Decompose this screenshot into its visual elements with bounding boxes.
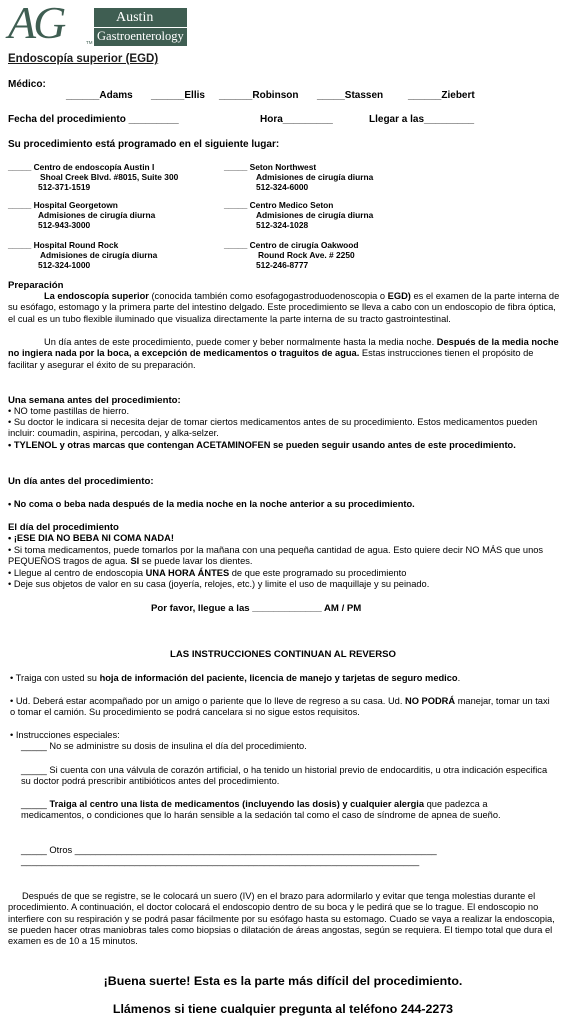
hoja-informacion: hoja de información del paciente, licencia de manejo y tarjetas de seguro medico [99, 673, 458, 683]
doctor-stassen: _____Stassen [317, 90, 384, 101]
location-name: _____ Centro Medico Seton [224, 200, 334, 210]
location-address: Admisiones de cirugía diurna [38, 210, 156, 220]
fecha-field: Fecha del procedimiento _________ [8, 114, 179, 125]
location-phone: 512-943-3000 [38, 220, 91, 230]
location-address: Shoal Creek Blvd. #8015, Suite 300 [40, 172, 179, 182]
reverso-bullet-acompanado [10, 696, 554, 719]
text: es el examen de la parte interna de su esófago, estomago y la primera parte del intestino delgado. Este procedimiento se lleva a cabo con un endoscopio de fibra óptica, el cual es un tubo flexible iluminado que visualiza directamente la parte interna de su tracto gastrointestinal. [8, 291, 560, 324]
location-georgetown [8, 200, 155, 230]
text: (conocida también como esofagogastroduodenoscopia o [148, 291, 388, 301]
preparacion-paragraph-1 [8, 291, 560, 325]
hora-field: Hora_________ [260, 114, 333, 125]
location-name: _____ Hospital Round Rock [8, 240, 119, 250]
location-oakwood [224, 240, 359, 270]
semana-heading: Una semana antes del procedimiento: [8, 395, 181, 406]
media-noche-warning: Después de la media noche no ingiera nada por la boca, a excepción de medicamentos o traguitos de agua. [8, 337, 559, 359]
el-dia-bullet-no-beba: • ¡ESE DIA NO BEBA NI COMA NADA! [8, 533, 174, 543]
text: manejar, tomar un taxi o tomar el camión. Su procedimiento se podrá cancelara si no sigue estos requisitos. [10, 696, 550, 718]
location-seton-northwest [224, 162, 373, 192]
location-name: _____ Hospital Georgetown [8, 200, 118, 210]
el-dia-bullet-medicamentos [8, 545, 560, 568]
logo-trademark: TM [86, 40, 93, 45]
logo-ag-letters: AG [8, 0, 64, 48]
doctor-ellis: ______Ellis [151, 90, 205, 101]
text: • Llegue al centro de endoscopia [8, 568, 146, 578]
location-name: _____ Centro de endoscopía Austin I [8, 162, 155, 172]
page-title: Endoscopía superior (EGD) [8, 53, 159, 65]
text: Estas instrucciones tienen el propósito de facilitar y asegurar el éxito de su preparación. [8, 348, 534, 370]
el-dia-heading: El día del procedimiento [8, 522, 119, 533]
si-term: SI [130, 556, 140, 567]
text: • Ud. Deberá estar acompañado por un amigo o pariente que lo lleve de regreso a su casa. Ud. [10, 696, 405, 706]
logo-name-box [94, 8, 187, 46]
instrucciones-especiales-heading: • Instrucciones especiales: [10, 730, 120, 740]
location-name: _____ Seton Northwest [224, 162, 317, 172]
una-hora-antes: UNA HORA ÁNTES [145, 568, 230, 578]
especial-valvula: _____ Si cuenta con una válvula de corazón artificial, o ha tenido un historial previo de endocarditis, u otra indicación especifica su doctor podrá prescribir antibióticos antes del procedimiento. [21, 765, 548, 787]
arrival-time-field: Por favor, llegue a las _____________ AM / PM [151, 603, 362, 614]
semana-bullet-hierro: • NO tome pastillas de hierro. [8, 406, 130, 416]
text: • Si toma medicamentos, puede tomarlos por la mañana con una pequeña cantidad de agua. Esto quiere decir NO MÁS que unos PEQUEÑOS tragos de agua. [8, 545, 544, 567]
location-austin-i [8, 162, 178, 192]
location-centro-medico-seton [224, 200, 373, 230]
reverso-heading: LAS INSTRUCCIONES CONTINUAN AL REVERSO [169, 649, 396, 660]
location-address: Admisiones de cirugía diurna [256, 172, 374, 182]
text: Un día antes de este procedimiento, puede comer y beber normalmente hasta la media noche. [44, 337, 437, 347]
logo-divider [94, 27, 187, 28]
lista-medicamentos: Traiga al centro una lista de medicamentos (incluyendo las dosis) y cualquier alergia [49, 799, 425, 809]
text: que padezca a medicamentos, o condiciones que lo harán sensible a la sedación tal como el caso de síndrome de apnea de sueño. [21, 799, 501, 821]
el-dia-bullet-objetos: • Deje sus objetos de valor en su casa (joyería, relojes, etc.) y limite el uso de maquillaje y su peinado. [8, 579, 430, 589]
el-dia-bullet-llegue [8, 568, 560, 579]
contact-phone: Llámenos si tiene cualquier pregunta al teléfono 244-2273 [112, 1002, 454, 1016]
location-address: Round Rock Ave. # 2250 [258, 250, 355, 260]
text: _____ [21, 799, 50, 809]
austin-gastroenterology-logo [8, 0, 184, 48]
especial-medicamentos [21, 799, 549, 822]
despues-paragraph: Después de que se registre, se le colocará un suero (IV) en el brazo para adormilarlo y evitar que tenga molestias durante el procedimiento. A continuación, el doctor colocará el endoscopio dentro de su boca y le pedirá que se lo trague. El endoscopio no interfiere con su respiración y se podrá pasar fácilmente por su esófago hasta su estomago. Cuado se vaya a realizar la endoscopia, se pueden hacer otras maniobras tales como biopsias o dilatación de áreas angostas, según se requiera. El tiempo total que dura el examen es de 10 a 15 minutos. [8, 891, 555, 947]
text: se puede lavar los dientes. [139, 556, 253, 567]
buena-suerte: ¡Buena suerte! Esta es la parte más difícil del procedimiento. [103, 974, 463, 988]
semana-bullet-tylenol: • TYLENOL y otras marcas que contengan ACETAMINOFEN se pueden seguir usando antes de este procedimiento. [8, 440, 516, 450]
especial-otros-line-1: _____ Otros ______________________________________________________________________ [21, 845, 437, 855]
egd-term: EGD) [387, 291, 411, 301]
doctor-ziebert: ______Ziebert [408, 90, 475, 101]
location-phone: 512-371-1519 [38, 182, 91, 192]
preparacion-heading: Preparación [8, 280, 64, 291]
text: • Traiga con usted su [10, 673, 100, 683]
location-phone: 512-324-6000 [256, 182, 309, 192]
un-dia-heading: Un día antes del procedimiento: [8, 476, 154, 487]
doctor-adams: ______Adams [66, 90, 133, 101]
location-name: _____ Centro de cirugía Oakwood [224, 240, 359, 250]
text: . [457, 673, 461, 683]
reverso-bullet-hoja [10, 673, 558, 684]
medico-label: Médico: [8, 79, 46, 90]
location-phone: 512-246-8777 [256, 260, 309, 270]
especial-otros-line-2: _____________________________________________________________________________ [21, 856, 420, 866]
un-dia-bullet: • No coma o beba nada después de la media noche en la noche anterior a su procedimiento. [8, 499, 415, 509]
llegar-field: Llegar a las_________ [369, 114, 475, 125]
location-phone: 512-324-1028 [256, 220, 309, 230]
location-address: Admisiones de cirugía diurna [256, 210, 374, 220]
logo-line-austin: Austin [116, 10, 154, 25]
location-address: Admisiones de cirugía diurna [40, 250, 158, 260]
logo-line-gastroenterology: Gastroenterology [97, 29, 184, 43]
lugar-heading: Su procedimiento está programado en el siguiente lugar: [8, 139, 280, 150]
preparacion-paragraph-2 [8, 337, 560, 371]
location-phone: 512-324-1000 [38, 260, 91, 270]
semana-bullet-medicamentos: • Su doctor le indicara si necesita dejar de tomar ciertos medicamentos antes de su procedimiento. Estos medicamentos pueden incluir: coumadin, aspirina, percodan, y alka-selzer. [8, 417, 538, 439]
text: de que este programado su procedimiento [229, 568, 407, 578]
especial-insulina: _____ No se administre su dosis de insulina el día del procedimiento. [21, 741, 307, 751]
location-round-rock [8, 240, 157, 270]
endoscopia-term: La endoscopía superior [44, 291, 149, 301]
doctor-robinson: ______Robinson [219, 90, 299, 101]
no-podra: NO PODRÁ [405, 696, 456, 706]
